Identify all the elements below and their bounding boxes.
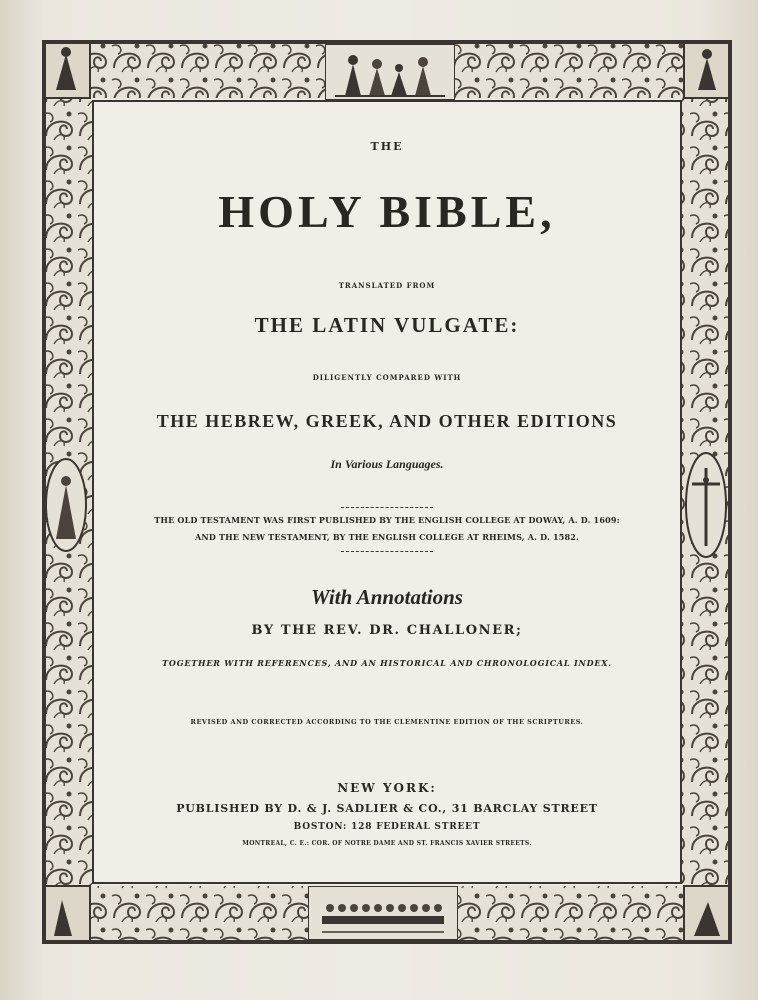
references-line: TOGETHER WITH REFERENCES, AND AN HISTORICAL AND CHRONOLOGICAL INDEX. — [162, 658, 612, 668]
revised-line: REVISED AND CORRECTED ACCORDING TO THE CLEMENTINE EDITION OF THE SCRIPTURES. — [190, 718, 584, 726]
divider-bottom — [341, 551, 433, 552]
title-the: THE — [370, 140, 404, 153]
boston-line: BOSTON: 128 FEDERAL STREET — [293, 822, 481, 832]
testament-note-line-1: THE OLD TESTAMENT WAS FIRST PUBLISHED BY THE ENGLISH COLLEGE AT DOWAY, A. D. 1609: — [154, 515, 620, 525]
annotations-heading: With Annotations — [311, 585, 463, 609]
main-title: HOLY BIBLE, — [218, 186, 556, 237]
testament-note — [96, 512, 678, 546]
editions-line: THE HEBREW, GREEK, AND OTHER EDITIONS — [156, 411, 618, 431]
translated-from: TRANSLATED FROM — [338, 281, 436, 290]
montreal-line: MONTREAL, C. E.: COR. OF NOTRE DAME AND ST. FRANCIS XAVIER STREETS. — [242, 840, 532, 847]
compared-with: DILIGENTLY COMPARED WITH — [312, 373, 462, 382]
languages-line: In Various Languages. — [330, 457, 444, 471]
divider-top — [341, 507, 433, 508]
testament-note-line-2: AND THE NEW TESTAMENT, BY THE ENGLISH COLLEGE AT RHEIMS, A. D. 1582. — [194, 532, 580, 542]
city-line: NEW YORK: — [337, 781, 437, 795]
source-title: THE LATIN VULGATE: — [254, 313, 520, 337]
publisher-line: PUBLISHED BY D. & J. SADLIER & CO., 31 BARCLAY STREET — [176, 802, 598, 815]
author-line: BY THE REV. DR. CHALLONER; — [251, 623, 523, 638]
